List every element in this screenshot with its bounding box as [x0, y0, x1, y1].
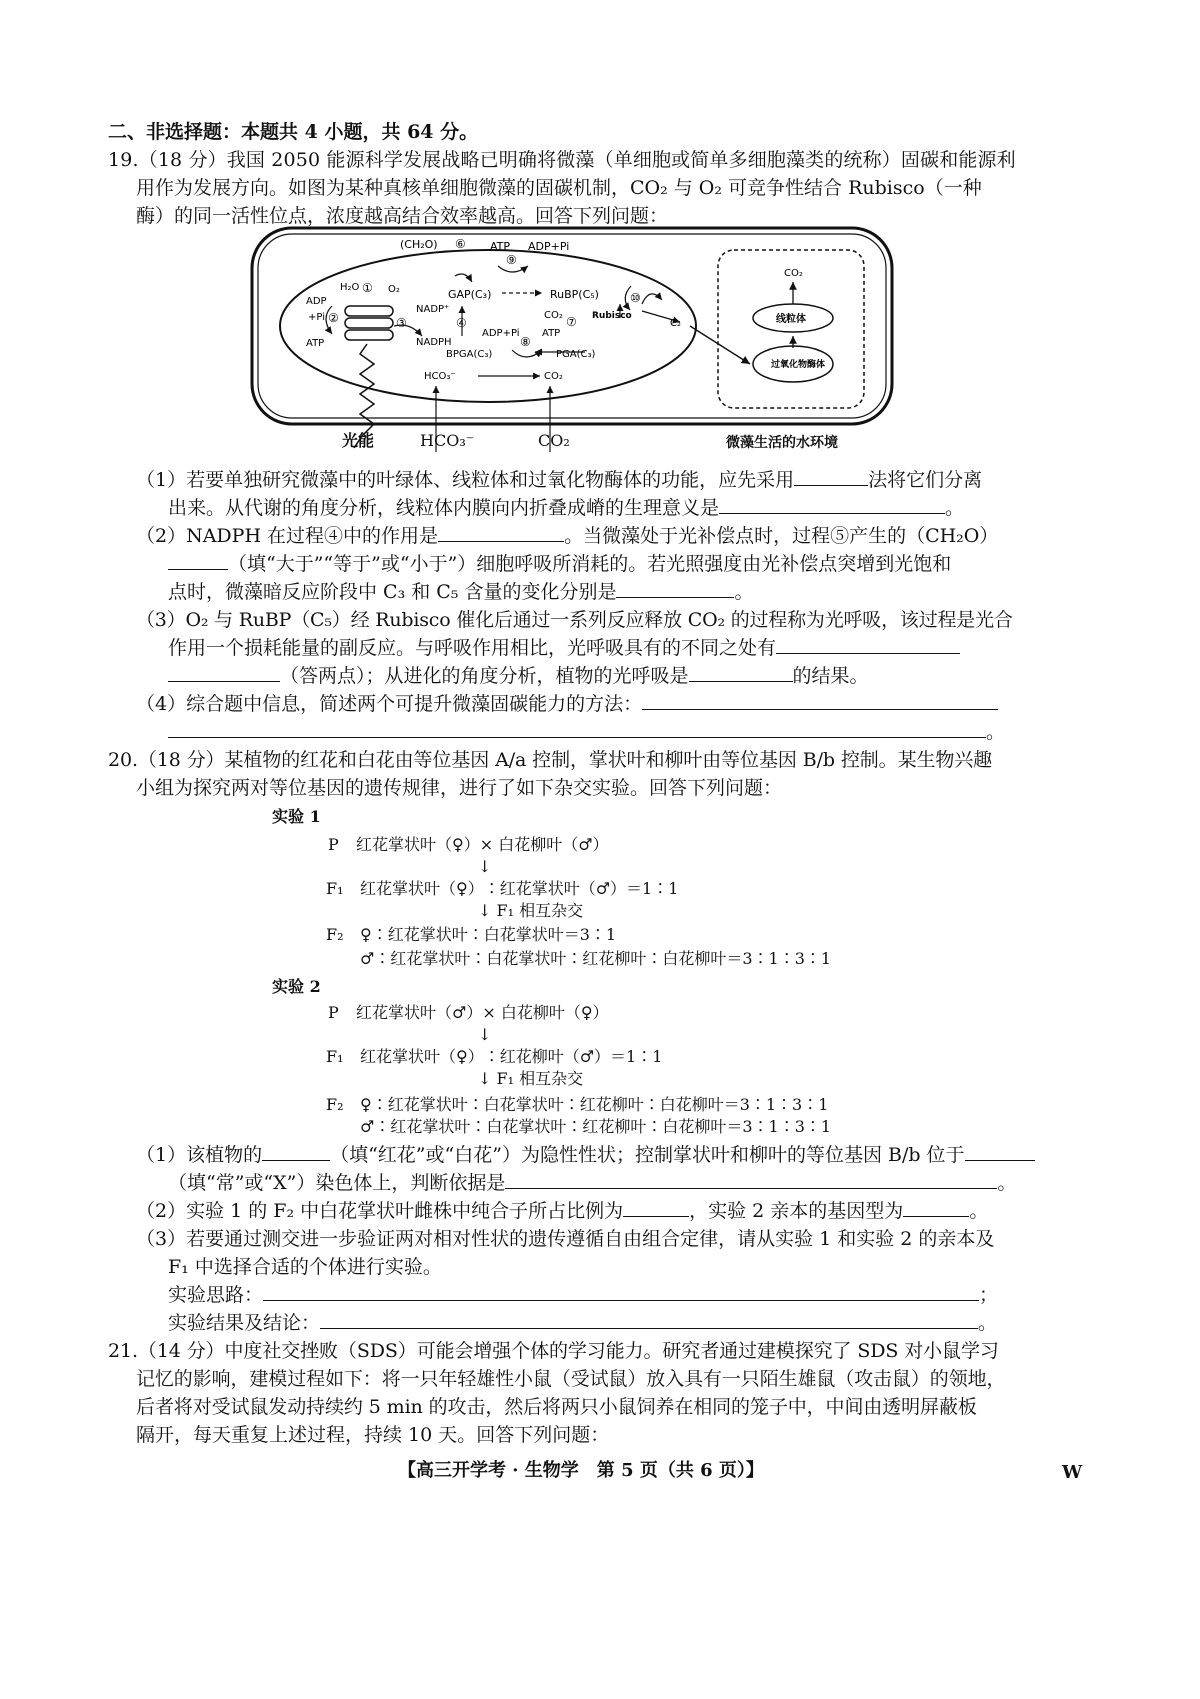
exp1-f1-label: F₁ [326, 879, 344, 898]
q19-2-text-c: （填“大于”“等于”或“小于”）细胞呼吸所消耗的。若光照强度由光补偿点突增到光饱和 [228, 553, 952, 575]
q19-2-text-a: （2）NADPH 在过程④中的作用是 [136, 525, 439, 547]
q20-1-line-2 [168, 1170, 1016, 1196]
q19-3-blank-3[interactable] [689, 663, 793, 682]
exp2-f1-label: F₁ [326, 1047, 344, 1066]
q19-4-blank-2[interactable] [168, 719, 986, 738]
q19-intro-line-3: 酶）的同一活性位点，浓度越高结合效率越高。回答下列问题： [136, 205, 669, 227]
q19-1-end: 。 [945, 497, 965, 519]
label-co2-mid: CO₂ [544, 310, 563, 321]
q19-2-line-3 [168, 579, 753, 605]
q19-3-line-1: （3）O₂ 与 RuBP（C₅）经 Rubisco 催化后通过一系列反应释放 CO₂ 的过程称为光呼吸，该过程是光合 [136, 609, 1013, 631]
label-atp-left: ATP [306, 338, 325, 349]
label-bpga: BPGA(C₃) [446, 349, 493, 360]
q19-3-line-2 [168, 635, 960, 661]
label-hco3-out: HCO₃⁻ [420, 431, 475, 450]
q19-2-text-b: 。当微藻处于光补偿点时，过程⑤产生的（CH₂O） [564, 525, 999, 547]
label-light-energy: 光能 [342, 431, 375, 450]
section-title: 二、非选择题：本题共 4 小题，共 64 分。 [108, 121, 479, 143]
q20-2-end: 。 [969, 1200, 989, 1222]
label-adp-pi-top: ADP+Pi [528, 240, 570, 253]
q20-3-line-2: F₁ 中选择合适的个体进行实验。 [168, 1256, 442, 1278]
q20-3-result-end: 。 [978, 1312, 998, 1334]
label-nadph: NADPH [416, 337, 452, 348]
label-process-8: ⑧ [520, 335, 531, 349]
q19-1-line-2 [168, 495, 964, 521]
exp1-cross: ↓ F₁ 相互杂交 [478, 901, 584, 920]
q19-1-line-1 [136, 467, 982, 493]
label-hco3-in: HCO₃⁻ [424, 371, 456, 382]
q19-1-blank-1[interactable] [794, 467, 868, 486]
label-adp-left: ADP [306, 296, 327, 307]
label-atp-top: ATP [490, 240, 511, 253]
q19-1-text-a: （1）若要单独研究微藻中的叶绿体、线粒体和过氧化物酶体的功能，应先采用 [136, 469, 795, 491]
footer-mark: W [1062, 1462, 1083, 1483]
q19-3-text-b: 作用一个损耗能量的副反应。与呼吸作用相比，光呼吸具有的不同之处有 [168, 637, 777, 659]
label-co2-right: CO₂ [784, 268, 803, 279]
q20-intro-line-1: 20.（18 分）某植物的红花和白花由等位基因 A/a 控制，掌状叶和柳叶由等位基因 B/b 控制。某生物兴趣 [108, 749, 993, 771]
q20-1-text-c: （填“常”或“X”）染色体上，判断依据是 [168, 1172, 506, 1194]
label-pi-left: +Pi [308, 312, 325, 323]
label-adp-pi-mid: ADP+Pi [482, 328, 520, 339]
q20-3-result-label: 实验结果及结论： [168, 1312, 321, 1334]
q19-4-blank-1[interactable] [642, 691, 998, 710]
q20-2-blank-2[interactable] [903, 1198, 969, 1217]
exp2-p-label: P [328, 1003, 339, 1022]
q19-4-end: 。 [986, 721, 1006, 743]
q21-line-1: 21.（14 分）中度社交挫败（SDS）可能会增强个体的学习能力。研究者通过建模探究了 SDS 对小鼠学习 [108, 1340, 999, 1362]
label-ch2o: (CH₂O) [400, 238, 438, 251]
exp1-f2-label: F₂ [326, 925, 344, 944]
q20-intro-line-2: 小组为探究两对等位基因的遗传规律，进行了如下杂交实验。回答下列问题： [136, 777, 783, 799]
label-process-1: ① [362, 281, 373, 295]
q20-1-blank-2[interactable] [965, 1142, 1035, 1161]
q19-3-text-d: 的结果。 [792, 665, 869, 687]
label-process-9: ⑨ [506, 253, 517, 267]
q20-1-text-b: （填“红花”或“白花”）为隐性性状；控制掌状叶和柳叶的等位基因 B/b 位于 [330, 1144, 965, 1166]
label-pga: PGA(C₃) [556, 349, 596, 360]
chloroplast [280, 250, 696, 402]
exp1-f2-male: ♂∶红花掌状叶∶白花掌状叶∶红花柳叶∶白花柳叶＝3∶1∶3∶1 [360, 949, 832, 968]
label-gap: GAP(C₃) [448, 288, 492, 301]
label-atp-mid: ATP [542, 328, 561, 339]
label-process-3: ③ [396, 316, 407, 330]
exp1-f2-female: ♀∶红花掌状叶∶白花掌状叶＝3∶1 [360, 925, 617, 944]
exp2-f2-female: ♀∶红花掌状叶∶白花掌状叶∶红花柳叶∶白花柳叶＝3∶1∶3∶1 [360, 1095, 829, 1114]
exp1-arrow-1: ↓ [478, 857, 492, 876]
q20-3-result-blank[interactable] [320, 1310, 978, 1329]
q20-2-text-b: ，实验 2 亲本的基因型为 [689, 1200, 904, 1222]
q20-3-idea-end: ； [979, 1284, 999, 1306]
q19-3-blank-2[interactable] [168, 663, 280, 682]
q19-3-text-c: （答两点）；从进化的角度分析，植物的光呼吸是 [280, 665, 689, 687]
q19-2-line-1 [136, 523, 998, 549]
q21-line-2: 记忆的影响，建模过程如下：将一只年轻雄性小鼠（受试鼠）放入具有一只陌生雄鼠（攻击鼠）的领地， [136, 1368, 1006, 1390]
q19-2-text-d: 点时，微藻暗反应阶段中 C₃ 和 C₅ 含量的变化分别是 [168, 581, 617, 603]
exp2-f2-label: F₂ [326, 1095, 344, 1114]
q20-2-text-a: （2）实验 1 的 F₂ 中白花掌状叶雌株中纯合子所占比例为 [136, 1200, 624, 1222]
q19-1-text-b: 法将它们分离 [868, 469, 983, 491]
label-process-2: ② [328, 311, 339, 325]
label-process-7: ⑦ [566, 315, 577, 329]
q19-intro-line-1: 19.（18 分）我国 2050 能源科学发展战略已明确将微藻（单细胞或简单多细胞藻类的统称）固碳和能源利 [108, 149, 1016, 171]
label-co2-out: CO₂ [538, 431, 570, 450]
label-nadp: NADP⁺ [416, 304, 450, 315]
q20-3-idea-blank[interactable] [263, 1282, 979, 1301]
q20-1-line-1 [136, 1142, 1035, 1168]
label-process-6: ⑥ [455, 237, 466, 251]
q19-4-line-1 [136, 691, 998, 717]
exp1-f1: 红花掌状叶（♀）∶红花掌状叶（♂）＝1∶1 [360, 879, 679, 898]
q20-1-text-a: （1）该植物的 [136, 1144, 263, 1166]
q21-line-3: 后者将对受试鼠发动持续约 5 min 的攻击，然后将两只小鼠饲养在相同的笼子中，中间由透明屏蔽板 [136, 1396, 977, 1418]
q19-4-line-2 [168, 719, 1005, 745]
q21-line-4: 隔开，每天重复上述过程，持续 10 天。回答下列问题： [136, 1424, 610, 1446]
exp1-p-label: P [328, 835, 339, 854]
label-o2-left: O₂ [388, 284, 400, 295]
label-peroxisome: 过氧化物酶体 [771, 360, 826, 370]
q19-1-text-c: 出来。从代谢的角度分析，线粒体内膜向内折叠成嵴的生理意义是 [168, 497, 720, 519]
q20-3-result-line [168, 1310, 997, 1336]
q19-3-blank-1[interactable] [776, 635, 960, 654]
q20-3-idea-label: 实验思路： [168, 1284, 264, 1306]
q19-2-end: 。 [734, 581, 754, 603]
q19-1-blank-2[interactable] [719, 495, 945, 514]
exp2-title: 实验 2 [272, 977, 321, 996]
q19-2-line-2 [168, 551, 951, 577]
q20-1-blank-3[interactable] [505, 1170, 997, 1189]
label-mitochondrion: 线粒体 [776, 314, 806, 325]
q20-3-line-1: （3）若要通过测交进一步验证两对相对性状的遗传遵循自由组合定律，请从实验 1 和实验 2 的亲本及 [136, 1228, 995, 1250]
q19-2-blank-1[interactable] [438, 523, 564, 542]
exp1-p: 红花掌状叶（♀）× 白花柳叶（♂） [356, 835, 609, 854]
label-rubp: RuBP(C₅) [550, 288, 599, 301]
q19-4-text-a: （4）综合题中信息，简述两个可提升微藻固碳能力的方法： [136, 693, 643, 715]
label-process-4: ④ [456, 316, 467, 330]
exp2-f2-male: ♂∶红花掌状叶∶白花掌状叶∶红花柳叶∶白花柳叶＝3∶1∶3∶1 [360, 1117, 832, 1136]
q20-2-line [136, 1198, 988, 1224]
label-h2o: H₂O [340, 282, 360, 293]
label-c2: C₂ [670, 318, 681, 329]
thylakoid-stack [345, 306, 393, 340]
exp1-title: 实验 1 [272, 807, 321, 826]
q20-1-end: 。 [997, 1172, 1017, 1194]
q19-2-blank-2[interactable] [168, 551, 228, 570]
carbon-fixation-diagram [250, 226, 900, 452]
exp2-p: 红花掌状叶（♂）× 白花柳叶（♀） [356, 1003, 609, 1022]
label-process-10: ⑩ [630, 291, 641, 305]
exp2-cross: ↓ F₁ 相互杂交 [478, 1069, 584, 1088]
q19-3-line-3 [168, 663, 869, 689]
q20-2-blank-1[interactable] [623, 1198, 689, 1217]
q20-1-blank-1[interactable] [262, 1142, 330, 1161]
q19-2-blank-3[interactable] [616, 579, 734, 598]
q19-intro-line-2: 用作为发展方向。如图为某种真核单细胞微藻的固碳机制，CO₂ 与 O₂ 可竞争性结合 Rubisco（一种 [136, 177, 982, 199]
label-co2-in: CO₂ [544, 371, 563, 382]
label-water-environment: 微藻生活的水环境 [726, 435, 838, 451]
exp2-f1: 红花掌状叶（♀）∶红花柳叶（♂）＝1∶1 [360, 1047, 663, 1066]
page-footer: 【高三开学考 · 生物学 第 5 页（共 6 页）】 [398, 1460, 764, 1481]
q20-3-idea-line [168, 1282, 998, 1308]
exp2-arrow-1: ↓ [478, 1025, 492, 1044]
label-rubisco: Rubisco [592, 311, 632, 321]
